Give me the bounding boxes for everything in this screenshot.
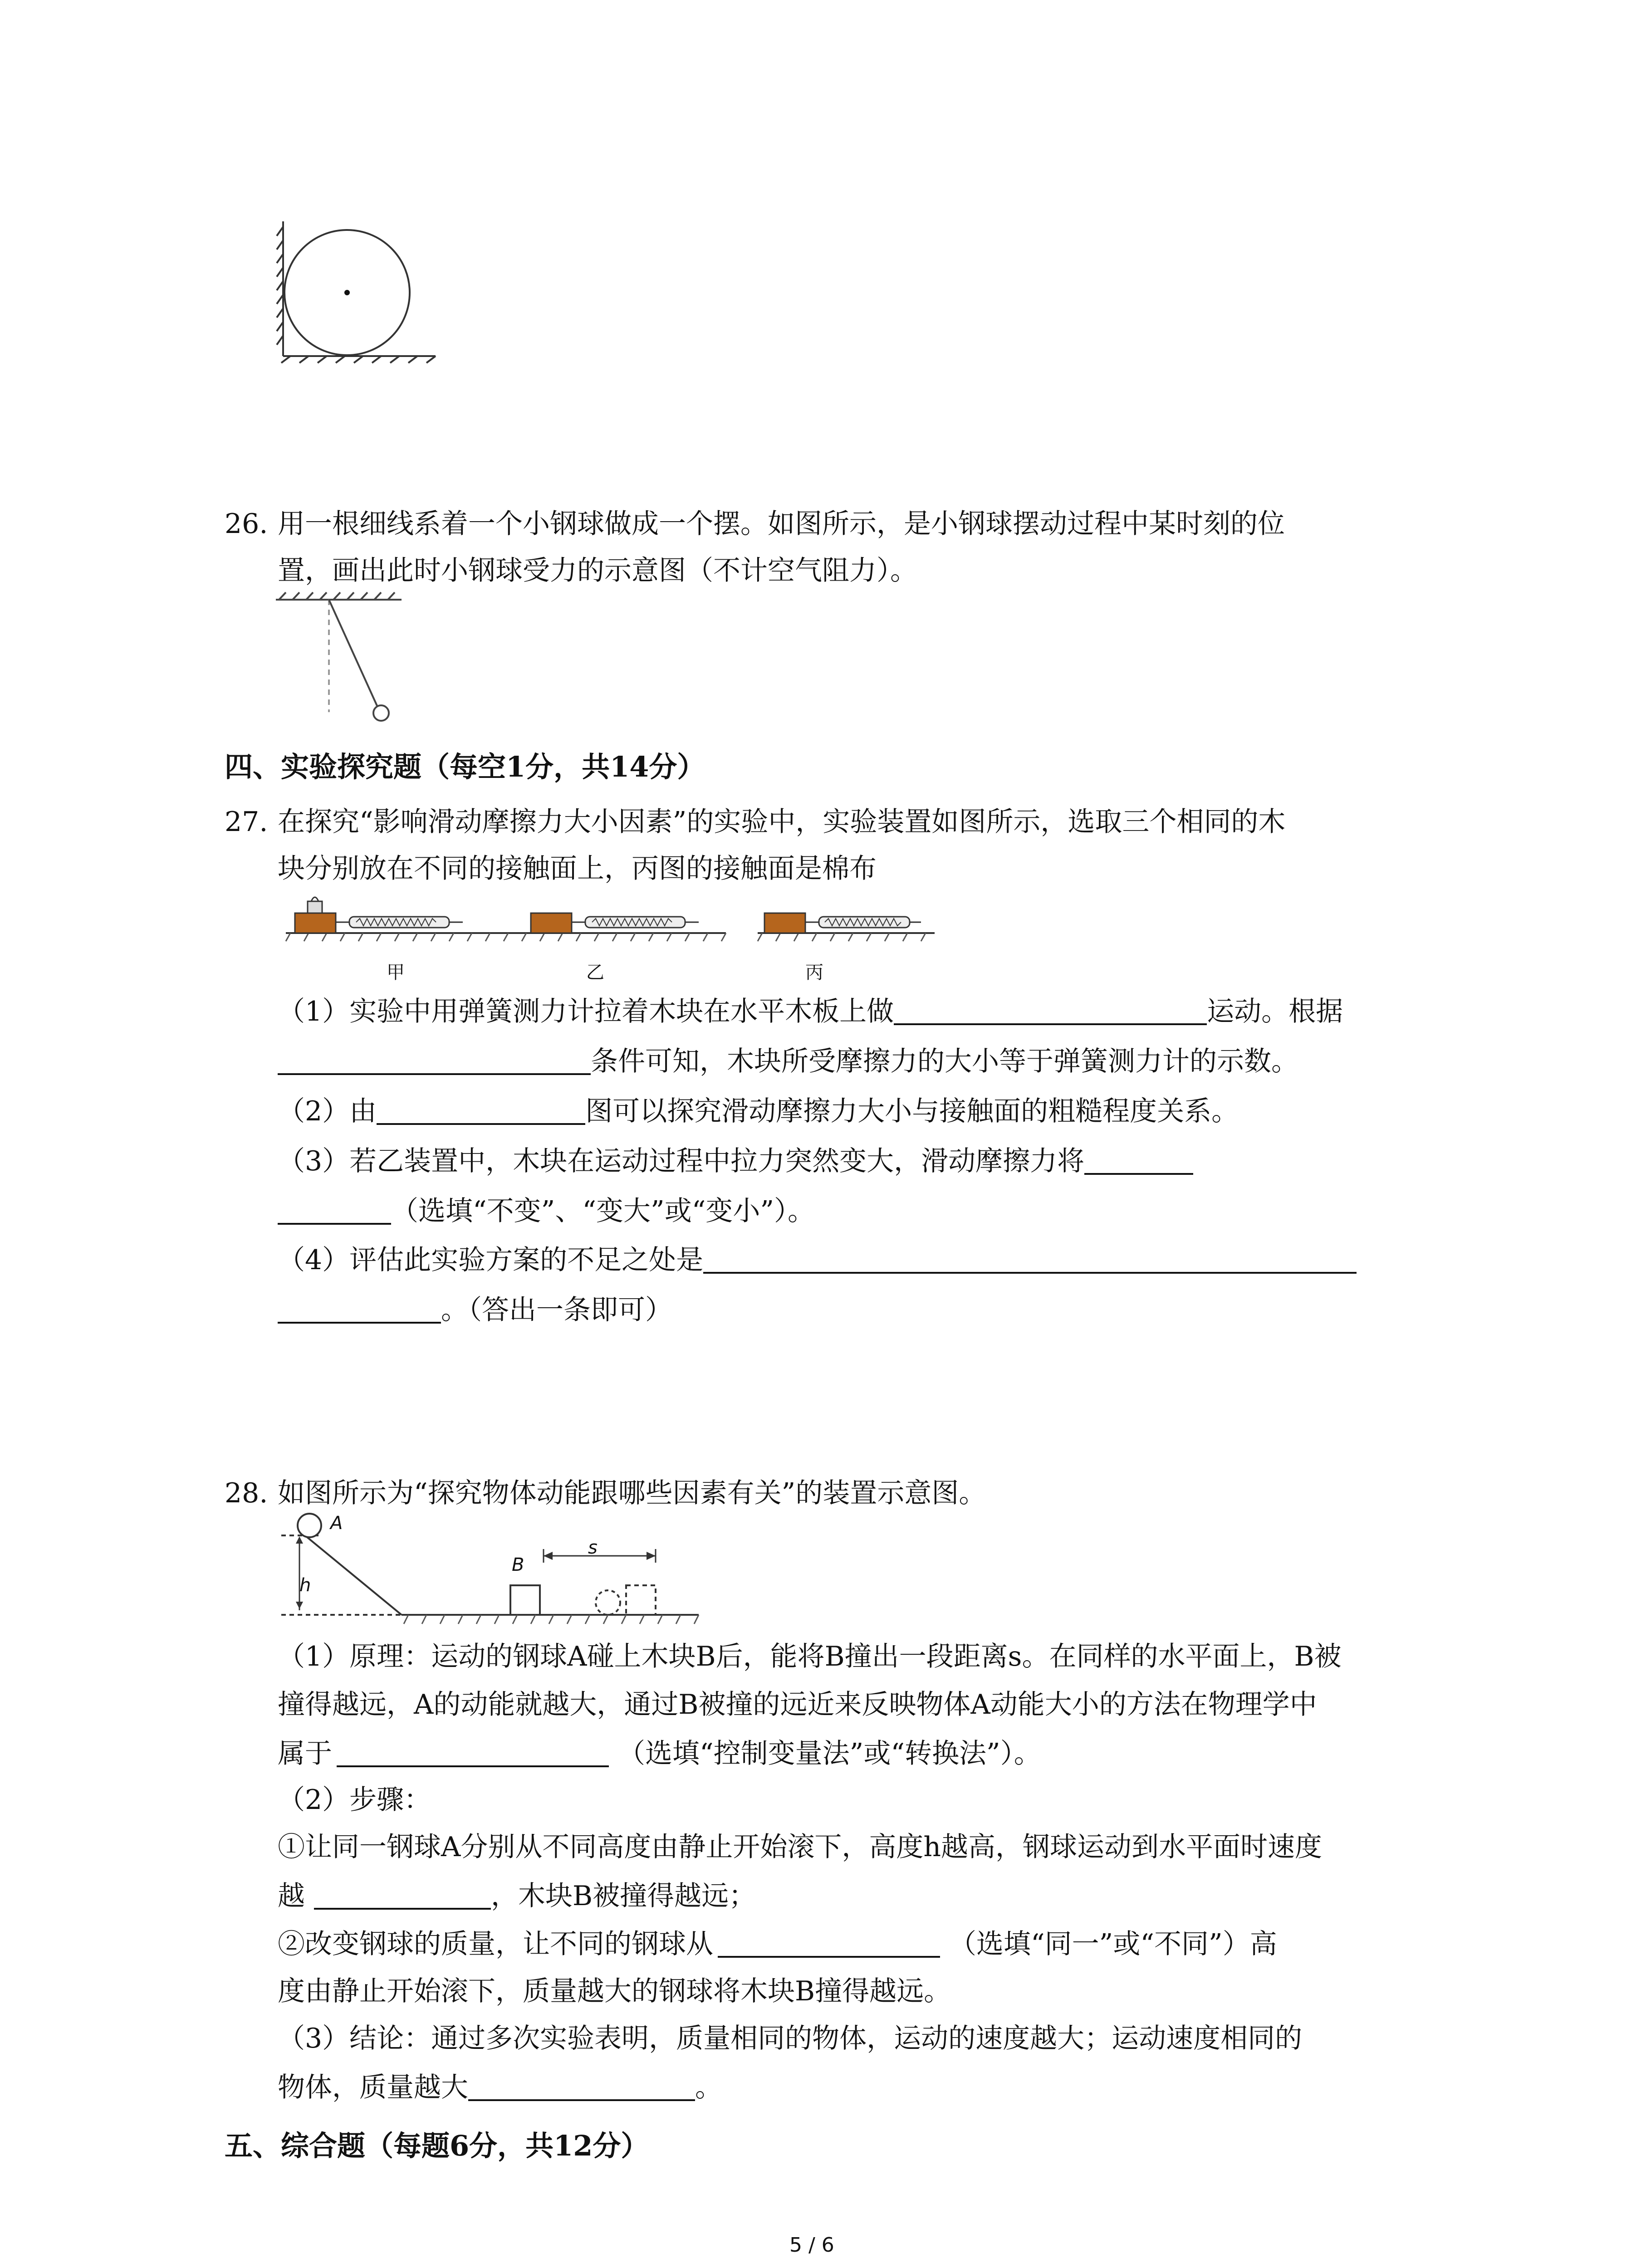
q27-part-4-line-1: （4）评估此实验方案的不足之处是 [278, 1246, 1357, 1274]
q28-blank-2[interactable] [314, 1882, 491, 1910]
q27-part-3-line-2: （选填“不变”、“变大”或“变小”）。 [278, 1197, 815, 1225]
q28-number: 28. [225, 1477, 268, 1509]
q28-part-1-line-3: 属于 （选填“控制变量法”或“转换法”）。 [278, 1738, 1041, 1769]
q28-part-1-line-2: 撞得越远，A的动能就越大，通过B被撞的远近来反映物体A动能大小的方法在物理学中 [278, 1689, 1317, 1721]
q27-part-1-line-1: （1）实验中用弹簧测力计拉着木块在水平木板上做 运动。根据 [278, 996, 1343, 1027]
q28-blank-3[interactable] [718, 1930, 940, 1958]
q27-blank-5b[interactable] [278, 1295, 441, 1324]
figure-label-yi: 乙 [586, 962, 604, 983]
page-number: 5 / 6 [789, 2234, 834, 2257]
friction-experiment-figure [272, 891, 953, 950]
q27-part-2: （2）由 图可以探究滑动摩擦力大小与接触面的粗糙程度关系。 [278, 1095, 1239, 1127]
q28-blank-4[interactable] [468, 2073, 695, 2101]
q26-line-2: 置，画出此时小钢球受力的示意图（不计空气阻力）。 [278, 555, 917, 587]
pendulum-figure [272, 590, 408, 726]
q27-blank-1[interactable] [894, 997, 1207, 1025]
q28-part-1-line-1: （1）原理：运动的钢球A碰上木块B后，能将B撞出一段距离s。在同样的水平面上，B被 [278, 1641, 1342, 1672]
q28-part-3-line-2: 物体，质量越大 。 [278, 2072, 722, 2103]
q27-line-1: 在探究“影响滑动摩擦力大小因素”的实验中，实验装置如图所示，选取三个相同的木 [278, 806, 1286, 838]
q27-blank-4b[interactable] [278, 1197, 391, 1225]
q27-blank-3[interactable] [377, 1097, 585, 1125]
q27-part-4-line-2: 。（答出一条即可） [278, 1295, 672, 1324]
section-5-title: 五、综合题（每题6分，共12分） [225, 2129, 649, 2162]
q27-part-1-line-2: 条件可知，木块所受摩擦力的大小等于弹簧测力计的示数。 [278, 1047, 1298, 1075]
q27-blank-5[interactable] [703, 1246, 1357, 1274]
q28-part-2-title: （2）步骤： [278, 1784, 431, 1816]
ball-wall-figure [272, 218, 445, 372]
figure-label-s: s [588, 1537, 598, 1558]
q28-step-2-line-2: 度由静止开始滚下，质量越大的钢球将木块B撞得越远。 [278, 1975, 951, 2007]
q27-blank-4[interactable] [1084, 1147, 1193, 1175]
q28-step-1-line-1: ①让同一钢球A分别从不同高度由静止开始滚下，高度h越高，钢球运动到水平面时速度 [278, 1831, 1322, 1863]
q28-blank-1[interactable] [337, 1739, 609, 1767]
q26-line-1: 用一根细线系着一个小钢球做成一个摆。如图所示，是小钢球摆动过程中某时刻的位 [278, 508, 1285, 540]
figure-label-b: B [512, 1554, 524, 1575]
section-4-title: 四、实验探究题（每空1分，共14分） [225, 750, 705, 783]
q28-part-3-line-1: （3）结论：通过多次实验表明，质量相同的物体，运动的速度越大；运动速度相同的 [278, 2023, 1303, 2054]
q28-line-1: 如图所示为“探究物体动能跟哪些因素有关”的装置示意图。 [278, 1477, 986, 1509]
figure-label-jia: 甲 [387, 962, 405, 983]
q27-number: 27. [225, 806, 268, 838]
q27-blank-2[interactable] [278, 1047, 591, 1075]
figure-label-bing: 丙 [805, 962, 823, 983]
figure-label-h: h [299, 1575, 311, 1596]
q26-number: 26. [225, 508, 268, 540]
figure-label-a: A [330, 1513, 343, 1534]
q27-part-3-line-1: （3）若乙装置中，木块在运动过程中拉力突然变大，滑动摩擦力将 [278, 1147, 1193, 1175]
q27-line-2: 块分别放在不同的接触面上，丙图的接触面是棉布 [278, 853, 877, 885]
q28-step-1-line-2: 越 ，木块B被撞得越远； [278, 1880, 756, 1912]
q28-step-2-line-1: ②改变钢球的质量，让不同的钢球从 （选填“同一”或“不同”）高 [278, 1928, 1277, 1960]
